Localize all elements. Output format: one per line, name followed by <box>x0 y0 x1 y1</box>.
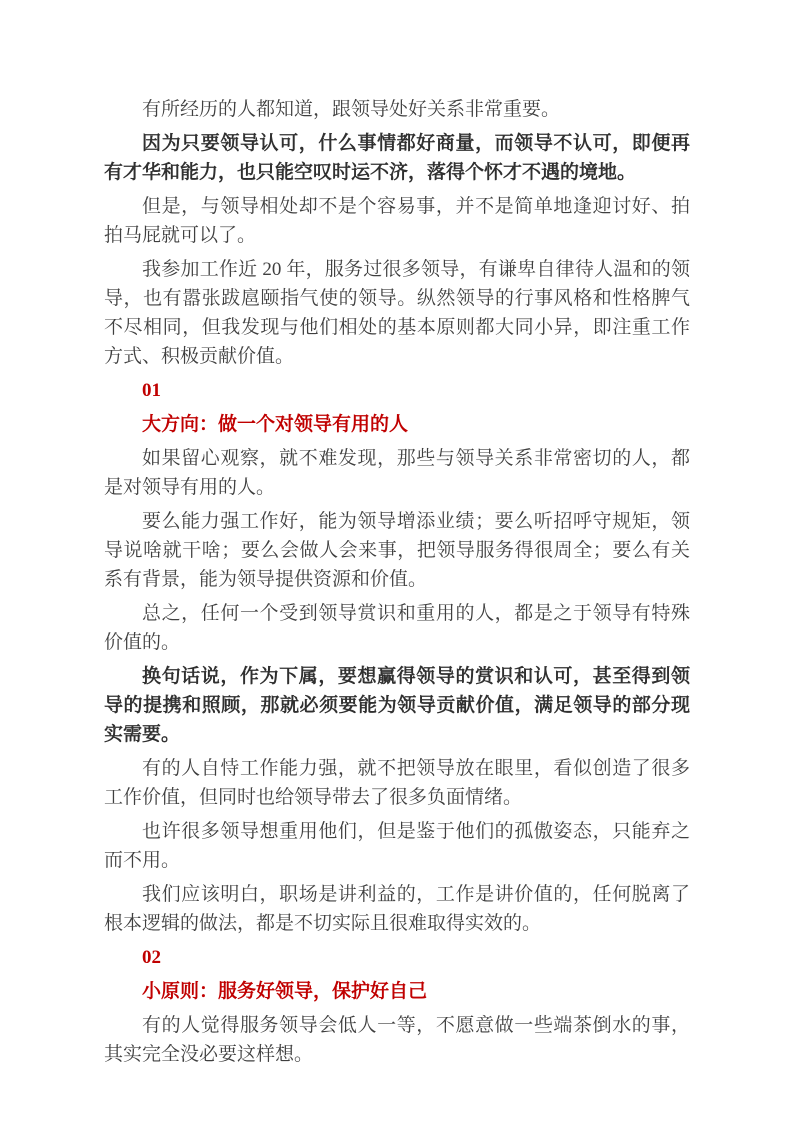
emphasis-paragraph: 换句话说，作为下属，要想赢得领导的赏识和认可，甚至得到领导的提携和照顾，那就必须要能为领导贡献价值，满足领导的部分现实需要。 <box>104 666 690 745</box>
article-body <box>104 95 690 1069</box>
body-paragraph: 有的人自恃工作能力强，就不把领导放在眼里，看似创造了很多工作价值，但同时也给领导带去了很多负面情绪。 <box>104 758 690 808</box>
section-number: 01 <box>142 380 161 401</box>
body-paragraph: 也许很多领导想重用他们，但是鉴于他们的孤傲姿态，只能弃之而不用。 <box>104 821 690 871</box>
section-heading: 大方向：做一个对领导有用的人 <box>142 414 409 435</box>
body-paragraph: 有的人觉得服务领导会低人一等，不愿意做一些端茶倒水的事，其实完全没必要这样想。 <box>104 1015 690 1065</box>
body-paragraph: 如果留心观察，就不难发现，那些与领导关系非常密切的人，都是对领导有用的人。 <box>104 448 690 498</box>
body-paragraph: 要么能力强工作好，能为领导增添业绩；要么听招呼守规矩，领导说啥就干啥；要么会做人会来事，把领导服务得很周全；要么有关系有背景，能为领导提供资源和价值。 <box>104 511 690 590</box>
section-heading: 小原则：服务好领导，保护好自己 <box>142 981 428 1002</box>
body-paragraph: 我参加工作近 20 年，服务过很多领导，有谦卑自律待人温和的领导，也有嚣张跋扈颐指气使的领导。纵然领导的行事风格和性格脾气不尽相同，但我发现与他们相处的基本原则都大同小异，即注重工作方式、积极贡献价值。 <box>104 259 690 367</box>
body-paragraph: 我们应该明白，职场是讲利益的，工作是讲价值的，任何脱离了根本逻辑的做法，都是不切实际且很难取得实效的。 <box>104 884 690 934</box>
body-paragraph: 总之，任何一个受到领导赏识和重用的人，都是之于领导有特殊价值的。 <box>104 603 690 653</box>
body-paragraph: 但是，与领导相处却不是个容易事，并不是简单地逢迎讨好、拍拍马屁就可以了。 <box>104 196 690 246</box>
emphasis-paragraph: 因为只要领导认可，什么事情都好商量，而领导不认可，即便再有才华和能力，也只能空叹时运不济，落得个怀才不遇的境地。 <box>104 133 690 183</box>
body-paragraph: 有所经历的人都知道，跟领导处好关系非常重要。 <box>142 99 561 120</box>
section-number: 02 <box>142 947 161 968</box>
